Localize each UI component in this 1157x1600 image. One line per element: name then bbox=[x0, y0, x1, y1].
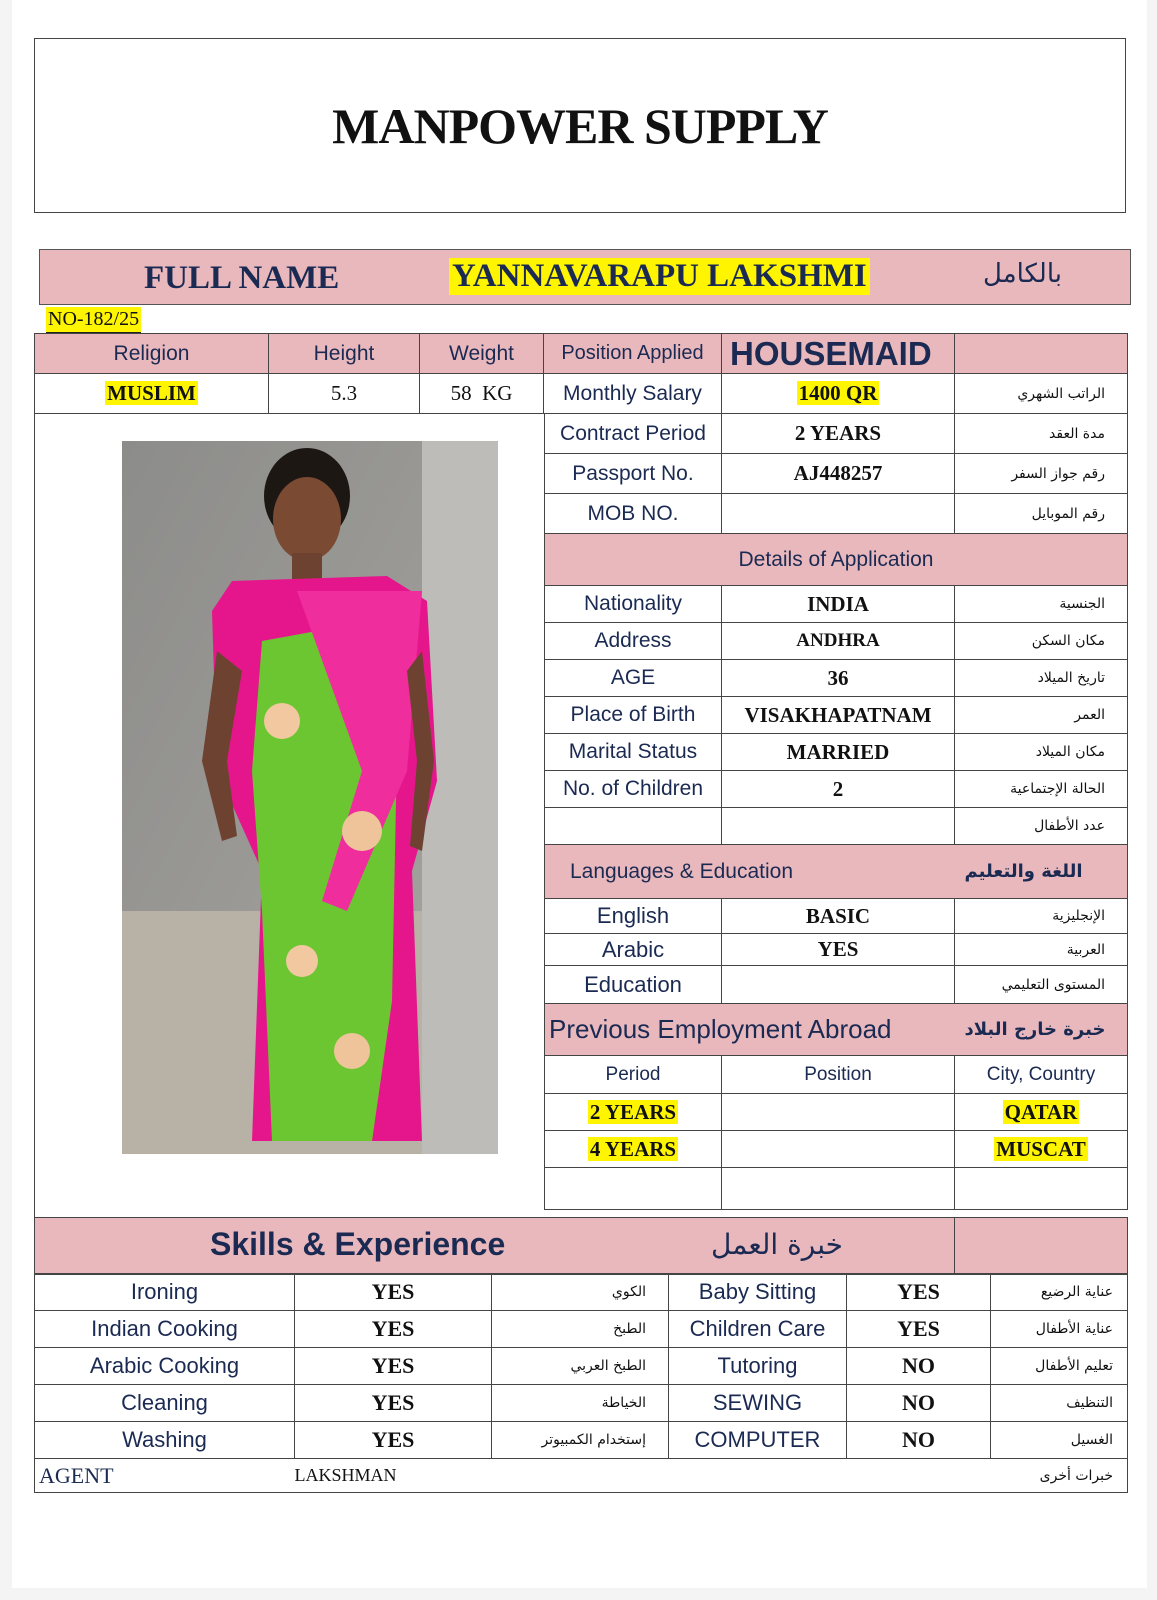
passport-label: Passport No. bbox=[545, 454, 722, 494]
title-box bbox=[34, 38, 1126, 213]
employment-position-3 bbox=[722, 1168, 955, 1210]
religion-value: MUSLIM bbox=[35, 374, 269, 414]
skill-sewing-arabic: التنظيف bbox=[991, 1385, 1128, 1422]
height-header: Height bbox=[269, 334, 420, 374]
mobile-value bbox=[722, 494, 955, 534]
skills-header-arabic: خبرة العمل bbox=[711, 1228, 843, 1261]
reference-number: NO-182/25 bbox=[46, 307, 141, 333]
agent-arabic: خبرات أخرى bbox=[991, 1459, 1128, 1493]
address-arabic: مكان السكن bbox=[955, 623, 1128, 660]
contract-period-value: 2 YEARS bbox=[722, 414, 955, 454]
arabic-arabic: العربية bbox=[955, 934, 1128, 966]
employment-period-2: 4 YEARS bbox=[545, 1131, 722, 1168]
marital-label: Marital Status bbox=[545, 734, 722, 771]
full-name-arabic: بالكامل bbox=[983, 259, 1062, 289]
salary-label: Monthly Salary bbox=[544, 374, 722, 414]
agent-value: LAKSHMAN bbox=[295, 1459, 991, 1493]
age-arabic: تاريخ الميلاد bbox=[955, 660, 1128, 697]
skill-tutoring-value: NO bbox=[847, 1348, 991, 1385]
skill-indian-cooking-arabic: الطبخ bbox=[492, 1311, 669, 1348]
nationality-value: INDIA bbox=[722, 586, 955, 623]
birthplace-label: Place of Birth bbox=[545, 697, 722, 734]
age-value: 36 bbox=[722, 660, 955, 697]
agent-label: AGENT bbox=[35, 1459, 295, 1493]
skill-ironing-value: YES bbox=[295, 1274, 492, 1311]
skill-indian-cooking-label: Indian Cooking bbox=[35, 1311, 295, 1348]
skill-cleaning-arabic: الخياطة bbox=[492, 1385, 669, 1422]
weight-header: Weight bbox=[420, 334, 544, 374]
applicant-photo-image bbox=[122, 441, 498, 1154]
skill-indian-cooking-value: YES bbox=[295, 1311, 492, 1348]
education-value bbox=[722, 966, 955, 1004]
skill-babysitting-arabic: عناية الرضيع bbox=[991, 1274, 1128, 1311]
skill-computer-arabic: الغسيل bbox=[991, 1422, 1128, 1459]
position-label: Position Applied bbox=[544, 334, 722, 374]
skills-header-bar bbox=[34, 1217, 1128, 1275]
children-value: 2 bbox=[722, 771, 955, 808]
height-value: 5.3 bbox=[269, 374, 420, 414]
weight-value: 58 KG bbox=[420, 374, 544, 414]
skill-washing-arabic: إستخدام الكمبيوتر bbox=[492, 1422, 669, 1459]
period-column-header: Period bbox=[545, 1056, 722, 1094]
marital-value: MARRIED bbox=[722, 734, 955, 771]
languages-header: Languages & Education bbox=[545, 845, 955, 899]
mobile-label: MOB NO. bbox=[545, 494, 722, 534]
place-column-header: City, Country bbox=[955, 1056, 1128, 1094]
children-arabic: الحالة الإجتماعية bbox=[955, 771, 1128, 808]
employment-header-arabic: خبرة خارج البلاد bbox=[955, 1004, 1128, 1056]
children-count-arabic: عدد الأطفال bbox=[955, 808, 1128, 845]
skill-tutoring-label: Tutoring bbox=[669, 1348, 847, 1385]
page-title: MANPOWER SUPPLY bbox=[332, 97, 828, 154]
employment-period-1: 2 YEARS bbox=[545, 1094, 722, 1131]
salary-value: 1400 QR bbox=[722, 374, 955, 414]
skills-header: Skills & Experience bbox=[210, 1226, 506, 1262]
salary-arabic: الراتب الشهري bbox=[955, 374, 1128, 414]
employment-period-3 bbox=[545, 1168, 722, 1210]
skills-table bbox=[34, 1273, 1128, 1493]
skill-babysitting-value: YES bbox=[847, 1274, 991, 1311]
skill-cleaning-value: YES bbox=[295, 1385, 492, 1422]
skills-header-right-cell bbox=[955, 1218, 1128, 1275]
arabic-value: YES bbox=[722, 934, 955, 966]
skill-washing-value: YES bbox=[295, 1422, 492, 1459]
position-arabic-cell bbox=[955, 334, 1128, 374]
religion-header: Religion bbox=[35, 334, 269, 374]
skill-sewing-label: SEWING bbox=[669, 1385, 847, 1422]
full-name-value: YANNAVARAPU LAKSHMI bbox=[449, 258, 870, 295]
education-label: Education bbox=[545, 966, 722, 1004]
skill-ironing-arabic: الكوي bbox=[492, 1274, 669, 1311]
passport-value: AJ448257 bbox=[722, 454, 955, 494]
english-value: BASIC bbox=[722, 899, 955, 934]
passport-arabic: رقم جواز السفر bbox=[955, 454, 1128, 494]
english-arabic: الإنجليزية bbox=[955, 899, 1128, 934]
skill-childcare-label: Children Care bbox=[669, 1311, 847, 1348]
skill-tutoring-arabic: تعليم الأطفال bbox=[991, 1348, 1128, 1385]
employment-place-1: QATAR bbox=[955, 1094, 1128, 1131]
basic-info-table bbox=[34, 333, 1128, 414]
skills-header-cell bbox=[35, 1218, 955, 1275]
employment-position-1 bbox=[722, 1094, 955, 1131]
full-name-label: FULL NAME bbox=[144, 260, 340, 296]
skill-childcare-arabic: عناية الأطفال bbox=[991, 1311, 1128, 1348]
skill-arabic-cooking-label: Arabic Cooking bbox=[35, 1348, 295, 1385]
education-arabic: المستوى التعليمي bbox=[955, 966, 1128, 1004]
skill-babysitting-label: Baby Sitting bbox=[669, 1274, 847, 1311]
languages-header-arabic: اللغة والتعليم bbox=[955, 845, 1128, 899]
contract-period-arabic: مدة العقد bbox=[955, 414, 1128, 454]
full-name-bar bbox=[39, 249, 1131, 305]
employment-place-3 bbox=[955, 1168, 1128, 1210]
nationality-arabic: الجنسية bbox=[955, 586, 1128, 623]
english-label: English bbox=[545, 899, 722, 934]
skill-computer-value: NO bbox=[847, 1422, 991, 1459]
children-label: No. of Children bbox=[545, 771, 722, 808]
mobile-arabic: رقم الموبايل bbox=[955, 494, 1128, 534]
blank-detail-label bbox=[545, 808, 722, 845]
employment-place-2: MUSCAT bbox=[955, 1131, 1128, 1168]
age-label: AGE bbox=[545, 660, 722, 697]
details-header: Details of Application bbox=[545, 534, 1128, 586]
marital-arabic: مكان الميلاد bbox=[955, 734, 1128, 771]
skill-cleaning-label: Cleaning bbox=[35, 1385, 295, 1422]
skill-childcare-value: YES bbox=[847, 1311, 991, 1348]
position-column-header: Position bbox=[722, 1056, 955, 1094]
contract-period-label: Contract Period bbox=[545, 414, 722, 454]
skill-sewing-value: NO bbox=[847, 1385, 991, 1422]
position-value: HOUSEMAID bbox=[722, 334, 955, 374]
skill-ironing-label: Ironing bbox=[35, 1274, 295, 1311]
nationality-label: Nationality bbox=[545, 586, 722, 623]
skill-arabic-cooking-value: YES bbox=[295, 1348, 492, 1385]
skill-arabic-cooking-arabic: الطبخ العربي bbox=[492, 1348, 669, 1385]
skill-washing-label: Washing bbox=[35, 1422, 295, 1459]
employment-header: Previous Employment Abroad bbox=[545, 1004, 955, 1056]
birthplace-arabic: العمر bbox=[955, 697, 1128, 734]
birthplace-value: VISAKHAPATNAM bbox=[722, 697, 955, 734]
contract-table bbox=[544, 413, 1128, 1210]
arabic-label: Arabic bbox=[545, 934, 722, 966]
applicant-photo bbox=[122, 441, 498, 1154]
address-label: Address bbox=[545, 623, 722, 660]
skill-computer-label: COMPUTER bbox=[669, 1422, 847, 1459]
employment-position-2 bbox=[722, 1131, 955, 1168]
address-value: ANDHRA bbox=[722, 623, 955, 660]
blank-detail-value bbox=[722, 808, 955, 845]
